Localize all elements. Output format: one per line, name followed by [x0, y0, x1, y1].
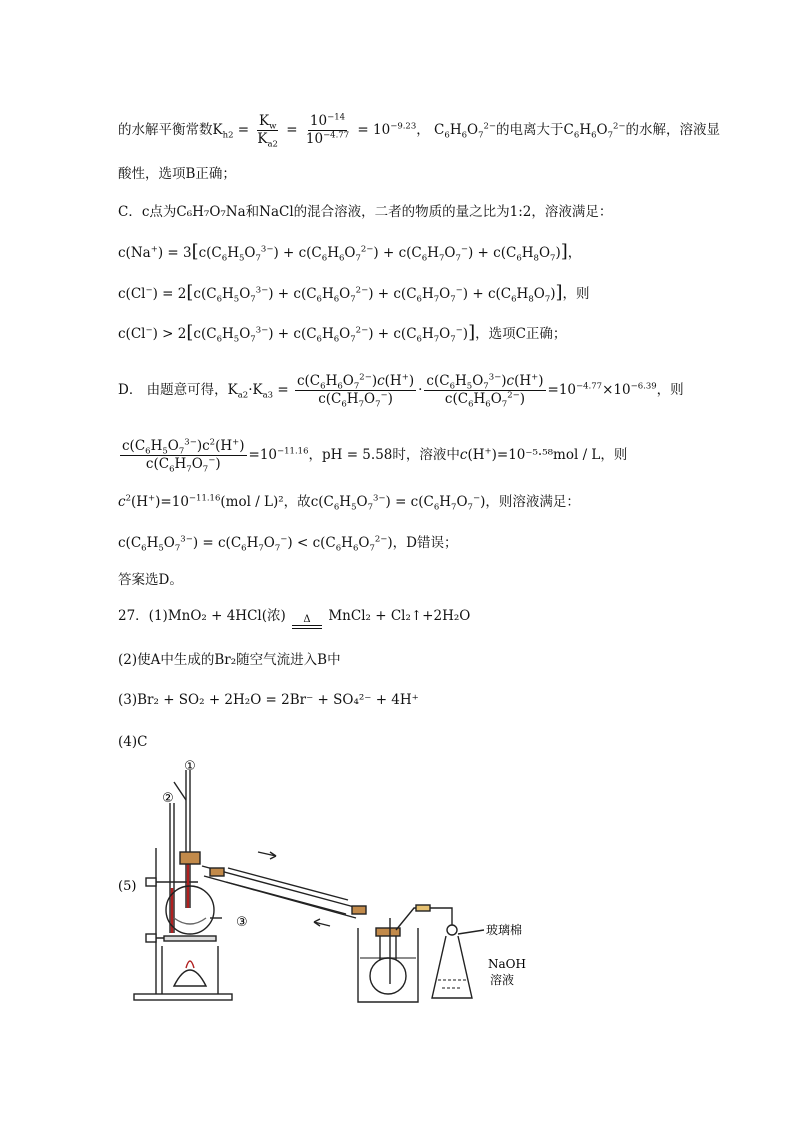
q27-num: 27．(1): [118, 608, 168, 624]
option-d-final: $c(C_6H_5O_7^{3-}) = c(C_6H_7O_7^-) < c(C_6H_6O_7^{2-})$，D错误；: [118, 534, 458, 554]
option-d-conc: =10⁻⁵·⁵⁸mol / L: [496, 447, 601, 463]
stand-base: [134, 994, 232, 1000]
ka3-fraction: $\frac{c(C_6H_5O_7^{3-})c(H^+)}{c(C_6H_6O_7^{2-})}$: [426, 372, 544, 410]
kw-over-ka2: $\frac{K_w}{K_{a2}}$: [257, 113, 278, 150]
option-d-combined: $\frac{c(C_6H_5O_7^{3-})c^2(H^+)}{c(C_6H_7O_7^-)}$ $=10^{-11.16}$，pH = 5.58时，溶液中c(H+)=10⁻⁵·⁵⁸mol / L，则: [122, 437, 628, 475]
option-c-intro: C．c点为C₆H₇O₇Na和NaCl的混合溶液，二者的物质的量之比为1:2，溶液满足：: [118, 204, 613, 220]
option-d-then3: ，则溶液满足：: [485, 494, 580, 510]
b-conclusion2: 的水解，溶液显: [625, 122, 721, 138]
label-1: ①: [184, 759, 196, 774]
answer-line: 答案选D。: [118, 572, 183, 588]
option-d-ka-product: D． 由题意可得，$K_{a2}\cdot K_{a3}$ = $\frac{c(C_6H_6O_7^{2-})c(H^+)}{c(C_6H_7O_7^-)}$ · $\frac{c(C_6H_5O_7^{3-})c(H^+)}{c(C_6H_6O_7^{2-})}$ $=10^{-4.77}\times 10^{-6.39}$，则: [118, 372, 684, 410]
q27-eq-right: MnCl₂ + Cl₂↑+2H₂O: [328, 608, 471, 624]
option-c-inequality: $c(Cl^-) > 2[c(C_6H_5O_7^{3-}) + c(C_6H_6O_7^{2-}) + c(C_6H_7O_7^-)]$，选项C正确；: [118, 322, 567, 345]
label-5: (5): [118, 879, 137, 894]
glass-wool-label: 玻璃棉: [486, 923, 523, 937]
beaker: [358, 928, 418, 1002]
naoh-label: NaOH: [488, 957, 526, 971]
receiving-flask: [370, 958, 406, 994]
heat-condition: Δ: [292, 615, 322, 629]
q27-part1: [118, 606, 470, 629]
condenser: [202, 866, 358, 908]
q27-part4: (4)C: [118, 734, 148, 750]
b-prefix: 的水解平衡常数: [118, 122, 213, 138]
b-tail-line1: 的水解平衡常数$K_{h2}$ = $\frac{K_w}{K_{a2}}$ = $\frac{10^{-14}}{10^{-4.77}}$ = $10^{-9.23}$， $C_6H_6O_7^{2-}$的电离大于$C_6H_6O_7^{2-}$的水解，溶液显: [118, 112, 721, 150]
option-d-then1: ，则: [656, 382, 684, 398]
option-d-ph: ，pH = 5.58时，溶液中: [308, 447, 460, 463]
q27-eq-left: MnO₂ + 4HCl(浓): [167, 608, 286, 624]
q27-part3: (3)Br₂ + SO₂ + 2H₂O = 2Br⁻ + SO₄²⁻ + 4H⁺: [118, 692, 419, 708]
option-c-na-balance: $c(Na^+) = 3[c(C_6H_5O_7^{3-}) + c(C_6H_6O_7^{2-}) + c(C_6H_7O_7^-) + c(C_6H_8O_7)]$，: [118, 241, 582, 264]
label-2: ②: [162, 791, 174, 806]
b-middle: ，: [416, 122, 430, 138]
option-d-h-squared: $c^2(H^+)=10^{-11.16}(mol / L)^2$，故$c(C_6H_5O_7^{3-}) = c(C_6H_7O_7^-)$，则溶液满足：: [118, 493, 580, 513]
solution-label: 溶液: [490, 973, 515, 987]
b-tail-line2: 酸性，选项B正确；: [118, 166, 236, 182]
combined-fraction: $\frac{c(C_6H_5O_7^{3-})c^2(H^+)}{c(C_6H_7O_7^-)}$: [122, 437, 245, 475]
ka2-fraction: $\frac{c(C_6H_6O_7^{2-})c(H^+)}{c(C_6H_7O_7^-)}$: [296, 372, 415, 410]
b-conclusion: 的电离大于: [496, 122, 564, 138]
option-d-intro: D． 由题意可得，: [118, 382, 228, 398]
alcohol-lamp: [174, 970, 206, 986]
numeric-fraction: $\frac{10^{-14}}{10^{-4.77}}$: [305, 112, 350, 147]
option-c-verdict: ，选项C正确；: [475, 326, 567, 342]
stopper: [180, 852, 200, 864]
q27-part2: (2)使A中生成的Br₂随空气流进入B中: [118, 652, 341, 668]
option-c-cl-balance: $c(Cl^-) = 2[c(C_6H_5O_7^{3-}) + c(C_6H_6O_7^{2-}) + c(C_6H_7O_7^-) + c(C_6H_8O_7)]$，则: [118, 282, 590, 305]
option-d-unit: (mol / L)²，故: [220, 494, 311, 510]
option-c-then: ，则: [562, 286, 590, 302]
option-d-then2: ，则: [600, 447, 628, 463]
apparatus-diagram: [118, 758, 558, 1008]
label-3: ③: [236, 915, 248, 930]
conical-flask: [432, 936, 472, 998]
option-d-verdict: ，D错误；: [392, 535, 458, 551]
